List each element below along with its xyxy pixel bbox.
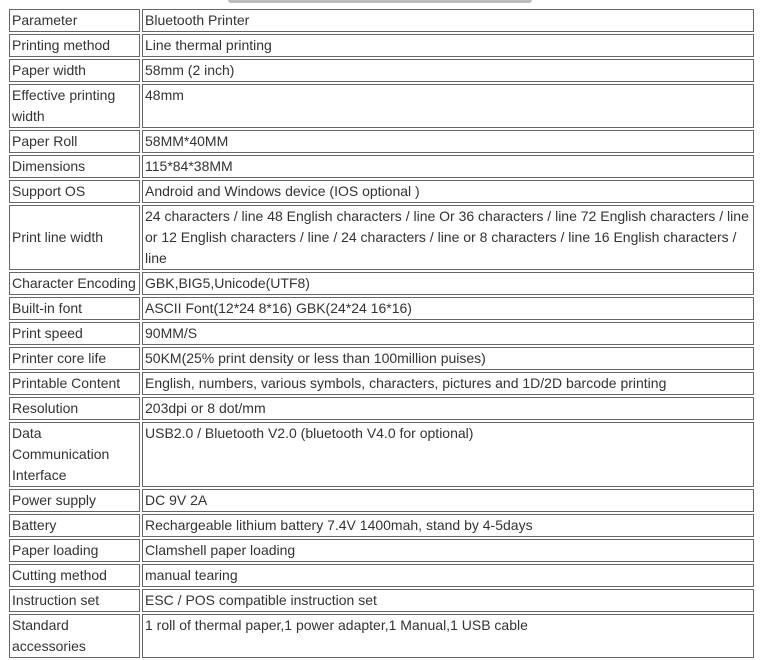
row-label: Instruction set — [9, 589, 140, 612]
table-row — [9, 489, 754, 512]
table-row — [9, 297, 754, 320]
row-value: 24 characters / line 48 English characters / line Or 36 characters / line 72 English characters / line or 12 English characters / line / 24 characters / line or 8 characters / line 16 English characters / line — [142, 205, 754, 270]
top-divider — [228, 0, 532, 3]
row-label: Parameter — [9, 9, 140, 32]
row-value: USB2.0 / Bluetooth V2.0 (bluetooth V4.0 for optional) — [142, 422, 754, 487]
row-label: Paper width — [9, 59, 140, 82]
row-value: 1 roll of thermal paper,1 power adapter,1 Manual,1 USB cable — [142, 614, 754, 658]
table-row — [9, 614, 754, 658]
row-label: Dimensions — [9, 155, 140, 178]
row-value: 58mm (2 inch) — [142, 59, 754, 82]
row-label: Effective printing width — [9, 84, 140, 128]
table-row — [9, 589, 754, 612]
table-row — [9, 9, 754, 32]
row-value: 50KM(25% print density or less than 100million puises) — [142, 347, 754, 370]
row-label: Battery — [9, 514, 140, 537]
row-label: Paper Roll — [9, 130, 140, 153]
table-row — [9, 59, 754, 82]
row-label: Power supply — [9, 489, 140, 512]
row-value: English, numbers, various symbols, characters, pictures and 1D/2D barcode printing — [142, 372, 754, 395]
table-row — [9, 272, 754, 295]
row-label: Built-in font — [9, 297, 140, 320]
table-row — [9, 564, 754, 587]
row-label: Printer core life — [9, 347, 140, 370]
row-label: Support OS — [9, 180, 140, 203]
table-row — [9, 34, 754, 57]
row-label: Print line width — [9, 205, 140, 270]
table-row — [9, 397, 754, 420]
row-value: DC 9V 2A — [142, 489, 754, 512]
row-label: Character Encoding — [9, 272, 140, 295]
row-label: Resolution — [9, 397, 140, 420]
row-value: manual tearing — [142, 564, 754, 587]
row-label: Cutting method — [9, 564, 140, 587]
row-value: 48mm — [142, 84, 754, 128]
row-value: Line thermal printing — [142, 34, 754, 57]
row-value: ASCII Font(12*24 8*16) GBK(24*24 16*16) — [142, 297, 754, 320]
row-value: ESC / POS compatible instruction set — [142, 589, 754, 612]
table-row — [9, 372, 754, 395]
table-row — [9, 322, 754, 345]
row-value: Clamshell paper loading — [142, 539, 754, 562]
row-label: Paper loading — [9, 539, 140, 562]
row-value: GBK,BIG5,Unicode(UTF8) — [142, 272, 754, 295]
table-row — [9, 155, 754, 178]
row-label: Printing method — [9, 34, 140, 57]
table-row — [9, 422, 754, 487]
table-row — [9, 205, 754, 270]
row-value: Rechargeable lithium battery 7.4V 1400mah, stand by 4-5days — [142, 514, 754, 537]
table-row — [9, 130, 754, 153]
row-label: Printable Content — [9, 372, 140, 395]
row-value: 203dpi or 8 dot/mm — [142, 397, 754, 420]
row-value: 90MM/S — [142, 322, 754, 345]
row-value: 115*84*38MM — [142, 155, 754, 178]
row-value: 58MM*40MM — [142, 130, 754, 153]
table-row — [9, 514, 754, 537]
row-label: Data Communication Interface — [9, 422, 140, 487]
table-row — [9, 180, 754, 203]
row-value: Bluetooth Printer — [142, 9, 754, 32]
table-row — [9, 84, 754, 128]
row-label: Print speed — [9, 322, 140, 345]
table-row — [9, 539, 754, 562]
row-value: Android and Windows device (IOS optional ) — [142, 180, 754, 203]
table-row — [9, 347, 754, 370]
row-label: Standard accessories — [9, 614, 140, 658]
spec-table — [7, 7, 756, 660]
